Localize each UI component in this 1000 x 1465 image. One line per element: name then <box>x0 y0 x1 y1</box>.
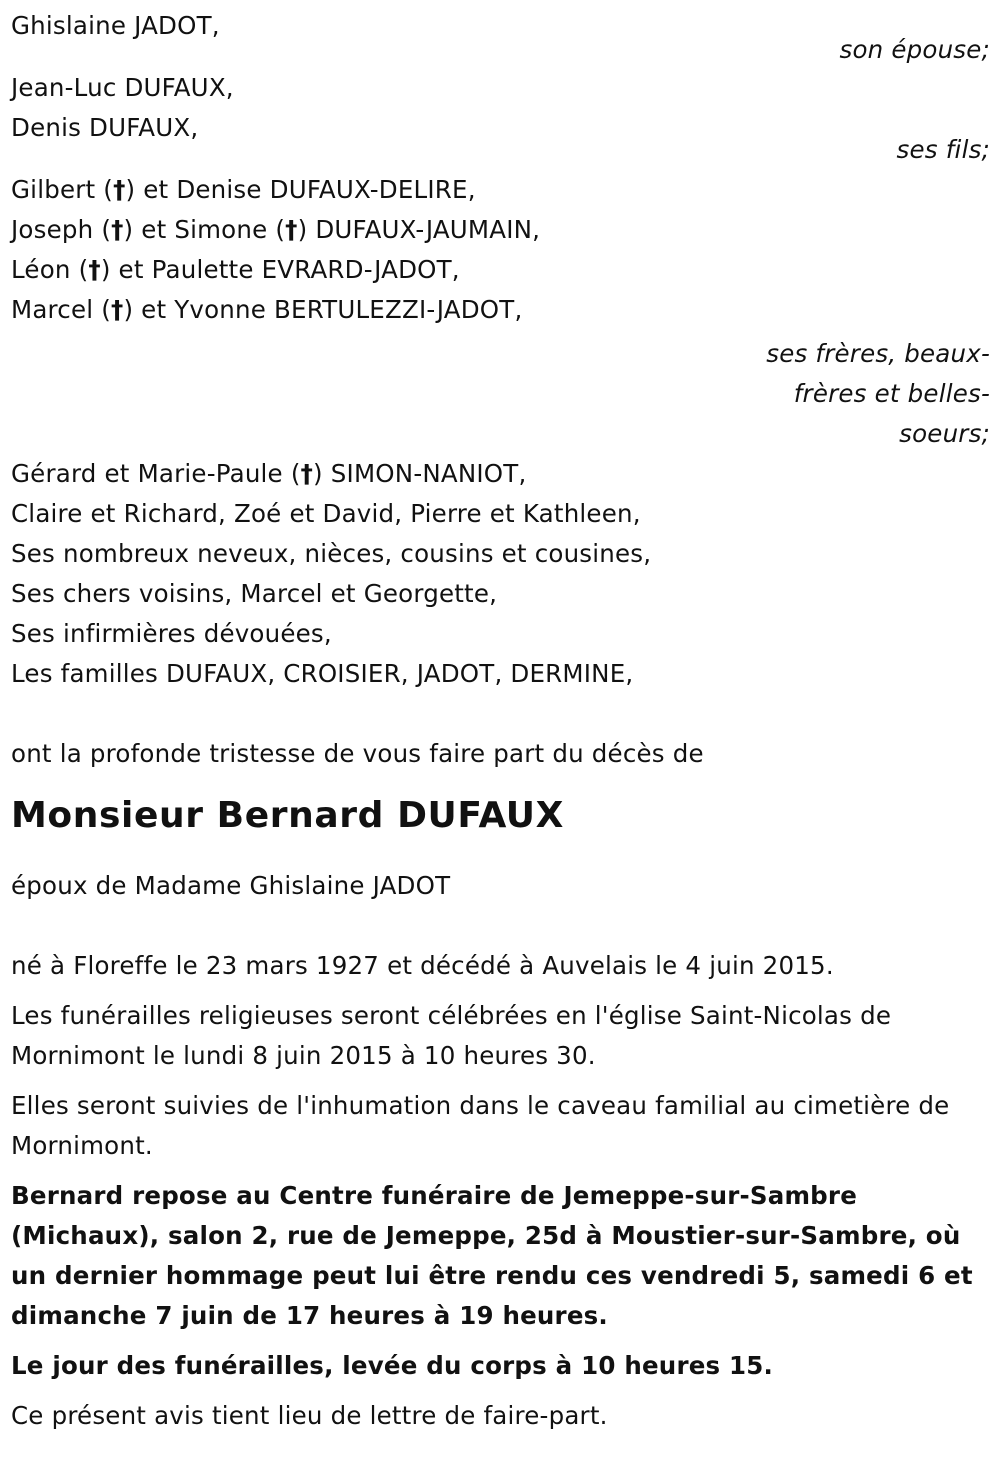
burial-info: Elles seront suivies de l'inhumation dans le caveau familial au cimetière de Mornimont. <box>11 1091 950 1160</box>
funeral-info: Les funérailles religieuses seront célébrées en l'église Saint-Nicolas de Mornimont le lundi 8 juin 2015 à 10 heures 30. <box>11 1001 892 1070</box>
closing-note: Ce présent avis tient lieu de lettre de faire-part. <box>11 1401 608 1430</box>
spouse-name: Ghislaine JADOT, <box>11 11 220 40</box>
sons-role: ses fils; <box>896 135 990 164</box>
sibling-line: Gilbert (†) et Denise DUFAUX-DELIRE, <box>11 175 476 204</box>
cross-icon: † <box>285 215 298 244</box>
siblings-group <box>11 170 990 454</box>
relative-line: Ses nombreux neveux, nièces, cousins et cousines, <box>11 539 652 568</box>
others-group <box>11 454 990 694</box>
sons-group <box>11 68 990 170</box>
announcement: ont la profonde tristesse de vous faire part du décès de <box>11 739 704 768</box>
spouse-group <box>11 6 990 70</box>
relative-line: Les familles DUFAUX, CROISIER, JADOT, DERMINE, <box>11 659 634 688</box>
spouse-of: époux de Madame Ghislaine JADOT <box>11 871 451 900</box>
relative-line: Gérard et Marie-Paule (†) SIMON-NANIOT, <box>11 459 527 488</box>
cross-icon: † <box>88 255 101 284</box>
cross-icon: † <box>111 215 124 244</box>
birth-death: né à Floreffe le 23 mars 1927 et décédé à Auvelais le 4 juin 2015. <box>11 951 834 980</box>
son-name: Jean-Luc DUFAUX, <box>11 73 234 102</box>
rest-info: Bernard repose au Centre funéraire de Jemeppe-sur-Sambre (Michaux), salon 2, rue de Jemeppe, 25d à Moustier-sur-Sambre, où un dernier hommage peut lui être rendu ces vendredi 5, samedi 6 et dimanche 7 juin de 17 heures à 19 heures. <box>11 1181 973 1330</box>
spouse-role: son épouse; <box>839 35 990 64</box>
levee-info: Le jour des funérailles, levée du corps à 10 heures 15. <box>11 1351 774 1380</box>
sibling-line: Léon (†) et Paulette EVRARD-JADOT, <box>11 255 460 284</box>
relative-line: Ses chers voisins, Marcel et Georgette, <box>11 579 498 608</box>
sibling-line: Joseph (†) et Simone (†) DUFAUX-JAUMAIN, <box>11 215 541 244</box>
sibling-line: Marcel (†) et Yvonne BERTULEZZI-JADOT, <box>11 295 523 324</box>
siblings-role: ses frères, beaux-frères et belles-soeurs; <box>766 339 990 448</box>
cross-icon: † <box>110 295 124 324</box>
cross-icon: † <box>113 175 126 204</box>
relative-line: Claire et Richard, Zoé et David, Pierre et Kathleen, <box>11 499 641 528</box>
son-name: Denis DUFAUX, <box>11 113 199 142</box>
relative-line: Ses infirmières dévouées, <box>11 619 332 648</box>
cross-icon: † <box>300 459 314 488</box>
deceased-title: Monsieur Bernard DUFAUX <box>11 795 564 836</box>
